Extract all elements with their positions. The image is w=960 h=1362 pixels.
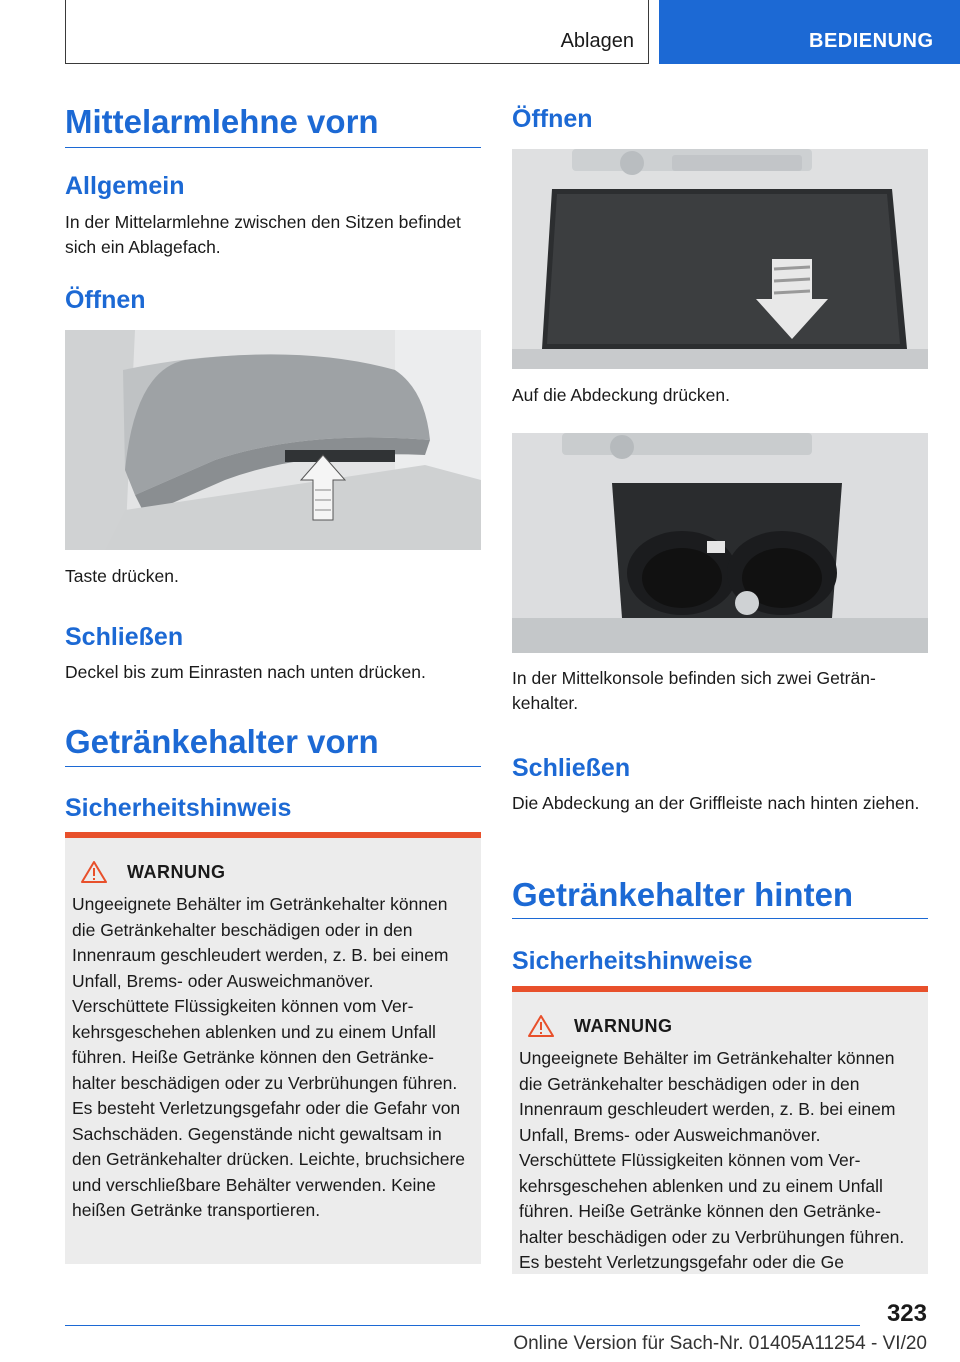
text-schliessen-right: Die Abdeckung an der Griffleiste nach hinten ziehen. bbox=[512, 793, 920, 813]
warning-label-right: WARNUNG bbox=[574, 1015, 673, 1036]
heading-sicherheitshinweise: Sicherheitshinweise bbox=[512, 947, 753, 975]
heading-oeffnen-left: Öffnen bbox=[65, 286, 146, 314]
heading-schliessen-left: Schließen bbox=[65, 623, 184, 651]
caption-taste: Taste drücken. bbox=[65, 566, 179, 586]
page-number: 323 bbox=[886, 1300, 927, 1327]
footer-rule bbox=[65, 1325, 860, 1326]
title-rule bbox=[65, 147, 481, 148]
cupholder-illustration bbox=[512, 433, 928, 653]
warning-triangle-icon bbox=[528, 1014, 554, 1038]
header-section-tab bbox=[65, 0, 649, 64]
armrest-illustration bbox=[65, 330, 481, 550]
warning-header bbox=[81, 860, 471, 884]
cupholder-image bbox=[512, 433, 928, 653]
warning-text-right: Ungeeignete Behälter im Getränkehalter können die Getränkehalter beschädigen oder in den Innenraum geschleudert werden, z. B. bei einem Unfall, Brems- oder Ausweichmanöver. Verschüttete Flüssigkeiten können vom Verkehrsgeschehen ablenken und zu einem Unfall führen. Heiße Getränke können den Getränkehalter beschädigen oder zu Verbrühungen führen. Es besteht Verletzungsgefahr oder die Ge bbox=[519, 1048, 905, 1272]
armrest-image bbox=[65, 330, 481, 550]
title-rule-2 bbox=[65, 766, 481, 767]
title-getraenkehalter-vorn: Getränkehalter vorn bbox=[65, 723, 379, 760]
heading-sicherheitshinweis: Sicherheitshinweis bbox=[65, 794, 292, 822]
heading-schliessen-right: Schließen bbox=[512, 754, 631, 782]
header-section-label: Ablagen bbox=[560, 30, 634, 52]
title-mittelarmlehne: Mittelarmlehne vorn bbox=[65, 103, 379, 140]
heading-allgemein: Allgemein bbox=[65, 172, 185, 200]
footer-text: Online Version für Sach-Nr. 01405A11254 - VI/20 bbox=[513, 1333, 927, 1354]
warning-header-right bbox=[528, 1014, 918, 1038]
console-cover-image bbox=[512, 149, 928, 369]
title-getraenkehalter-hinten: Getränkehalter hinten bbox=[512, 876, 854, 913]
text-schliessen-left: Deckel bis zum Einrasten nach unten drücken. bbox=[65, 662, 426, 682]
text-allgemein: In der Mittelarmlehne zwischen den Sitzen befindet sich ein Ablagefach. bbox=[65, 212, 461, 257]
warning-box-left bbox=[65, 832, 481, 1264]
warning-triangle-icon bbox=[81, 860, 107, 884]
caption-getraenkehalter: In der Mittelkonsole befinden sich zwei Getränkehalter. bbox=[512, 668, 876, 713]
heading-oeffnen-right: Öffnen bbox=[512, 105, 593, 133]
header-chapter-tab bbox=[659, 0, 960, 64]
title-rule-3 bbox=[512, 918, 928, 919]
header-chapter-label: BEDIENUNG bbox=[809, 30, 934, 52]
warning-box-right bbox=[512, 986, 928, 1274]
warning-label: WARNUNG bbox=[127, 861, 226, 882]
warning-text: Ungeeignete Behälter im Getränkehalter können die Getränkehalter beschädigen oder in den Innenraum geschleudert werden, z. B. bei einem Unfall, Brems- oder Ausweichmanöver. Verschüttete Flüssigkeiten können vom Verkehrsgeschehen ablenken und zu einem Unfall führen. Heiße Getränke können den Getränkehalter beschädigen oder zu Verbrühungen führen. Es besteht Verletzungsgefahr oder die Gefahr von Sachschäden. Gegenstände nicht gewaltsam in den Getränkehalter drücken. Leichte, bruchsichere und verschließbare Behälter verwenden. Keine heißen Getränke transportieren. bbox=[72, 894, 466, 1220]
caption-abdeckung: Auf die Abdeckung drücken. bbox=[512, 385, 730, 405]
console-cover-illustration bbox=[512, 149, 928, 369]
